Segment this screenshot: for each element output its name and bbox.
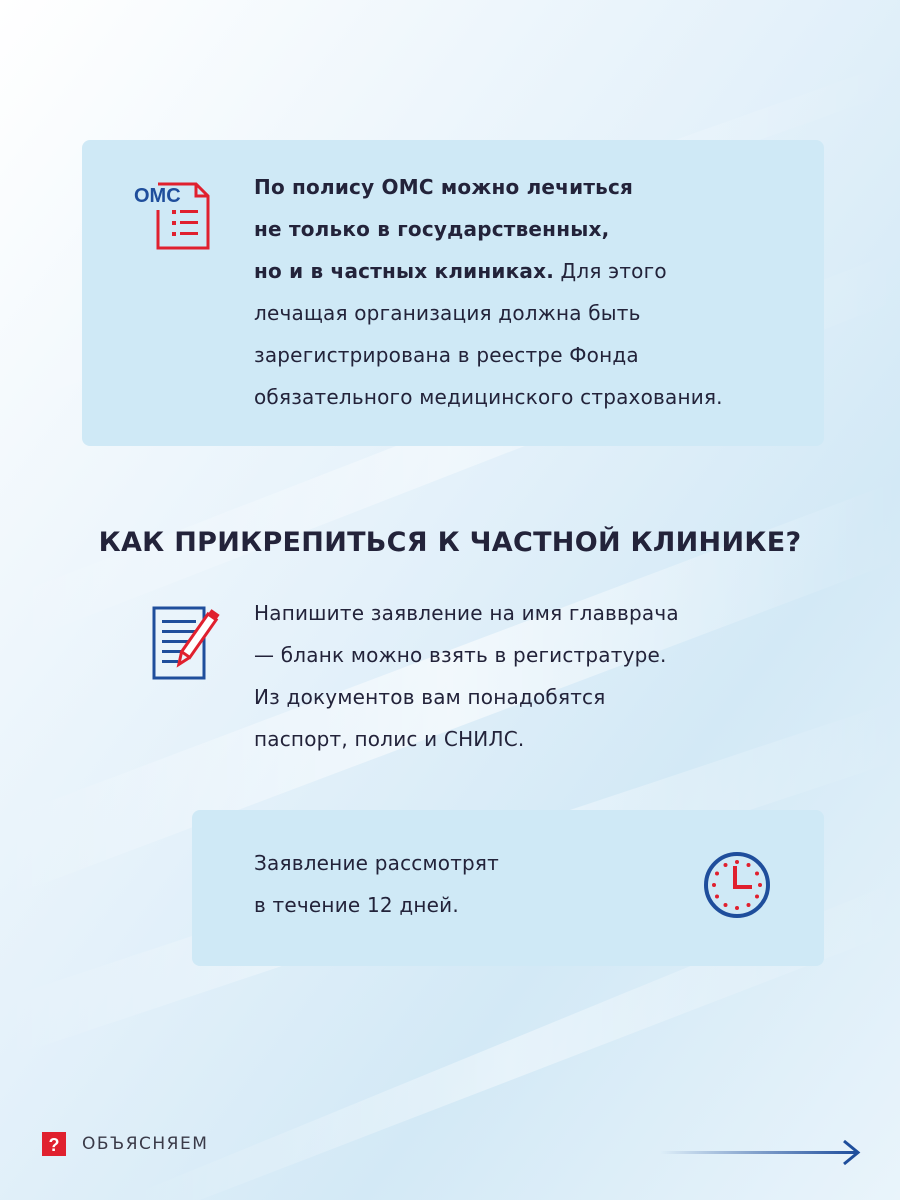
brand-logo-icon xyxy=(42,1132,66,1156)
next-arrow-icon[interactable] xyxy=(660,1138,864,1168)
step-instructions xyxy=(254,592,774,760)
review-time-card xyxy=(192,810,824,966)
footer-brand-label: ОБЪЯСНЯЕМ xyxy=(82,1134,209,1154)
oms-line-6: обязательного медицинского страхования. xyxy=(254,385,723,409)
review-text xyxy=(254,842,674,926)
oms-bold-line-1: По полису ОМС можно лечиться xyxy=(254,175,634,199)
oms-line-5: зарегистрирована в реестре Фонда xyxy=(254,343,639,367)
section-heading: КАК ПРИКРЕПИТЬСЯ К ЧАСТНОЙ КЛИНИКЕ? xyxy=(98,527,802,558)
step-line-4: паспорт, полис и СНИЛС. xyxy=(254,727,525,751)
step-line-2: — бланк можно взять в регистратуре. xyxy=(254,643,667,667)
step-line-3: Из документов вам понадобятся xyxy=(254,685,606,709)
oms-bold-line-2: не только в государственных, xyxy=(254,217,610,241)
clock-icon xyxy=(702,850,772,920)
step-line-1: Напишите заявление на имя главврача xyxy=(254,601,679,625)
oms-bold-line-3: но и в частных клиниках. xyxy=(254,259,554,283)
oms-line-4: лечащая организация должна быть xyxy=(254,301,641,325)
oms-line-3-rest: Для этого xyxy=(554,259,667,283)
oms-info-card xyxy=(82,140,824,446)
oms-icon-label: ОМС xyxy=(134,185,181,207)
review-line-2: в течение 12 дней. xyxy=(254,893,459,917)
oms-document-icon xyxy=(134,180,212,252)
application-form-pen-icon xyxy=(150,606,234,682)
brand-logo-glyph: ? xyxy=(48,1135,60,1155)
oms-info-text xyxy=(254,166,814,418)
review-line-1: Заявление рассмотрят xyxy=(254,851,500,875)
